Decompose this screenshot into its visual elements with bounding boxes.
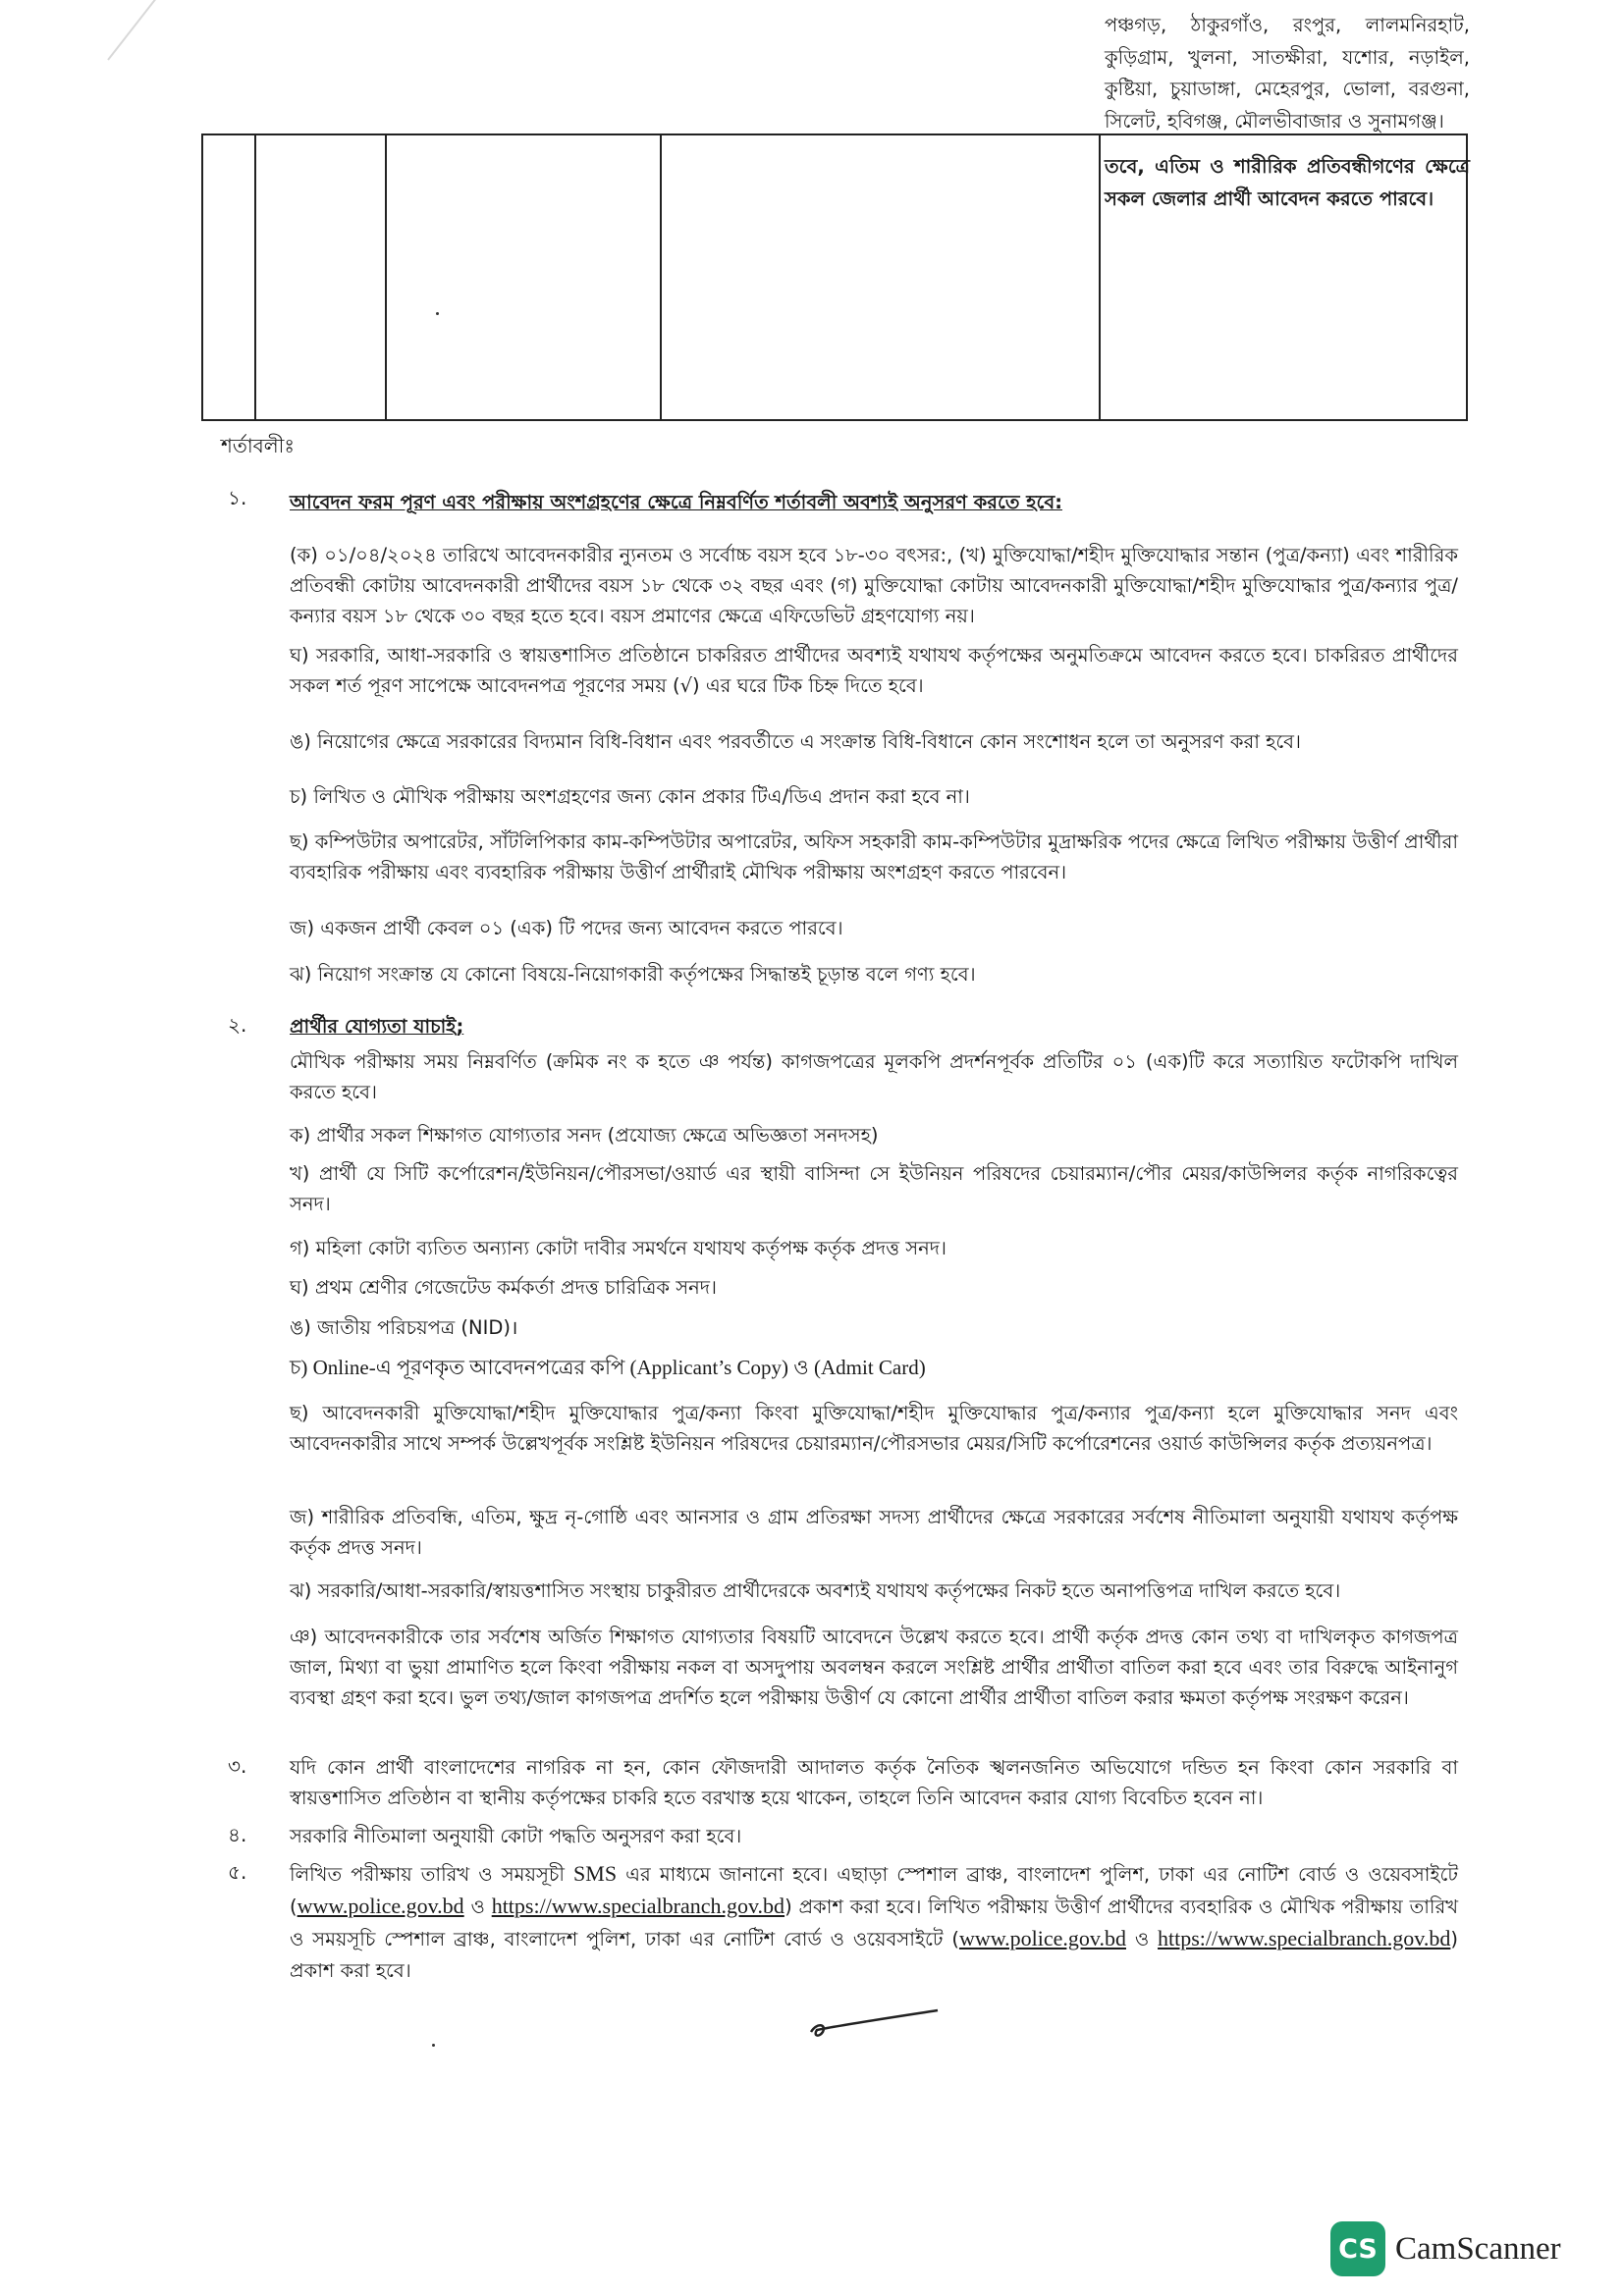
s1-item-uma: ঙ) নিয়োগের ক্ষেত্রে সরকারের বিদ্যমান বিধি-বিধান এবং পরবর্তীতে এ সংক্রান্ত বিধি-বিধানে কোন সংশোধন হলে তা অনুসরণ করা হবে। bbox=[290, 730, 1301, 753]
s2-item-ka-wrap bbox=[290, 1120, 1458, 1150]
s2-item-jha: ঝ) সরকারি/আধা-সরকারি/স্বায়ত্তশাসিত সংস্থায় চাকুরীরত প্রার্থীদেরকে অবশ্যই যথাযথ কর্তৃপক্ষের নিকট হতে অনাপত্তিপত্র দাখিল করতে হবে। bbox=[290, 1579, 1341, 1602]
s1-item-jha-wrap bbox=[290, 959, 1458, 989]
table-column-divider bbox=[660, 135, 662, 419]
section-2 bbox=[290, 1011, 1458, 1041]
s5-text-6: ) প্রকাশ করা হবে। bbox=[290, 1928, 1458, 1982]
s2-item-chha-wrap bbox=[290, 1398, 1458, 1459]
section-number: ৩. bbox=[228, 1754, 247, 1778]
s2-item-gha: ঘ) প্রথম শ্রেণীর গেজেটেড কর্মকর্তা প্রদত্ত চারিত্রিক সনদ। bbox=[290, 1276, 717, 1299]
table-column-divider bbox=[1099, 135, 1101, 419]
section-number: ১. bbox=[228, 486, 247, 509]
s1-item-ja-wrap bbox=[290, 913, 1458, 943]
s2-item-jha-wrap bbox=[290, 1575, 1458, 1606]
section-3 bbox=[290, 1752, 1458, 1813]
police-website-link[interactable]: www.police.gov.bd bbox=[297, 1894, 464, 1918]
s1-item-cha-wrap bbox=[290, 781, 1458, 812]
stray-dot bbox=[436, 312, 439, 315]
s2-intro-wrap bbox=[290, 1046, 1458, 1107]
sms-label: SMS bbox=[573, 1861, 618, 1886]
section-number: ৫. bbox=[228, 1860, 247, 1884]
s1-item-chha-wrap bbox=[290, 827, 1458, 887]
table-column-divider bbox=[385, 135, 387, 419]
section-4-text: সরকারি নীতিমালা অনুযায়ী কোটা পদ্ধতি অনুসরণ করা হবে। bbox=[290, 1825, 742, 1847]
s2-item-ga: গ) মহিলা কোটা ব্যতিত অন্যান্য কোটা দাবীর সমর্থনে যথাযথ কর্তৃপক্ষ কর্তৃক প্রদত্ত সনদ। bbox=[290, 1237, 947, 1259]
section-3-text: যদি কোন প্রার্থী বাংলাদেশের নাগরিক না হন, কোন ফৌজদারী আদালত কর্তৃক নৈতিক স্খলনজনিত অভিযোগে দন্ডিত হন কিংবা কোন সরকারি বা স্বায়ত্তশাসিত প্রতিষ্ঠান বা স্থানীয় কর্তৃপক্ষের চাকরি হতে বরখাস্ত হয়ে থাকেন, তাহলে তিনি আবেদন করার যোগ্য বিবেচিত হবেন না। bbox=[290, 1756, 1458, 1809]
s5-text-4: ) প্রকাশ করা হবে। লিখিত পরীক্ষায় উত্তীর্ণ প্রার্থীদের ব্যবহারিক ও মৌখিক পরীক্ষায় তারিখ ও সময়সূচি স্পেশাল ব্রাঞ্চ, বাংলাদেশ পুলিশ, ঢাকা এর নোটিশ বোর্ড ও ওয়েবসাইটে ( bbox=[290, 1896, 1459, 1950]
s5-text-5: ও bbox=[1126, 1928, 1159, 1950]
camscanner-text: CamScanner bbox=[1395, 2230, 1561, 2267]
s5-text-1: লিখিত পরীক্ষায় তারিখ ও সময়সূচী bbox=[290, 1863, 574, 1886]
s1-item-gha-wrap bbox=[290, 640, 1458, 701]
s2-item-nya: ঞ) আবেদনকারীকে তার সর্বশেষ অর্জিত শিক্ষাগত যোগ্যতার বিষয়টি আবেদনে উল্লেখ করতে হবে। প্রার্থী কর্তৃক প্রদত্ত কোন তথ্য বা দাখিলকৃত কাগজপত্র জাল, মিথ্যা বা ভুয়া প্রামাণিত হলে কিংবা পরীক্ষায় নকল বা অসদুপায় অবলম্বন করলে সংশ্লিষ্ট প্রার্থীর প্রার্থীতা বাতিল করা হবে এবং তার বিরুদ্ধে আইনানুগ ব্যবস্থা গ্রহণ করা হবে। ভুল তথ্য/জাল কাগজপত্র প্রদর্শিত হলে পরীক্ষায় উত্তীর্ণ যে কোনো প্রার্থীর প্রার্থীতা বাতিল করার ক্ষমতা কর্তৃপক্ষ সংরক্ষণ করেন। bbox=[290, 1626, 1458, 1709]
s1-item-chha: ছ) কম্পিউটার অপারেটর, সাঁটলিপিকার কাম-কম্পিউটার অপারেটর, অফিস সহকারী কাম-কম্পিউটার মুদ্রাক্ষরিক পদের ক্ষেত্রে লিখিত পরীক্ষায় উত্তীর্ণ প্রার্থীরা ব্যবহারিক পরীক্ষায় এবং ব্যবহারিক পরীক্ষায় উত্তীর্ণ প্রার্থীরাই মৌখিক পরীক্ষায় অংশগ্রহণ করতে পারবেন। bbox=[290, 830, 1458, 883]
s2-item-nya-wrap bbox=[290, 1622, 1458, 1713]
section-2-title: প্রার্থীর যোগ্যতা যাচাই; bbox=[290, 1015, 464, 1038]
s2-item-kha: খ) প্রার্থী যে সিটি কর্পোরেশন/ইউনিয়ন/পৌরসভা/ওয়ার্ড এর স্থায়ী বাসিন্দা সে ইউনিয়ন পরিষদের চেয়ারম্যান/পৌর মেয়র/কাউন্সিলর কর্তৃক নাগরিকত্বের সনদ। bbox=[290, 1162, 1458, 1215]
s1-item-cha: চ) লিখিত ও মৌখিক পরীক্ষায় অংশগ্রহণের জন্য কোন প্রকার টিএ/ডিএ প্রদান করা হবে না। bbox=[290, 785, 970, 808]
section-number: ২. bbox=[228, 1013, 247, 1037]
conditions-heading: শর্তাবলীঃ bbox=[221, 434, 296, 457]
s2-item-kha-wrap bbox=[290, 1158, 1458, 1219]
s2-item-cha-wrap bbox=[290, 1353, 1458, 1383]
s2-intro: মৌখিক পরীক্ষায় সময় নিম্নবর্ণিত (ক্রমিক নং ক হতে ঞ পর্যন্ত) কাগজপত্রের মূলকপি প্রদর্শনপূর্বক প্রতিটির ০১ (এক)টি করে সত্যায়িত ফটোকপি দাখিল করতে হবে। bbox=[290, 1050, 1458, 1103]
s2-item-uma-wrap bbox=[290, 1312, 1458, 1343]
s1-item-jha: ঝ) নিয়োগ সংক্রান্ত যে কোনো বিষয়ে-নিয়োগকারী কর্তৃপক্ষের সিদ্ধান্তই চূড়ান্ত বলে গণ্য হবে। bbox=[290, 963, 976, 986]
s2-item-ka: ক) প্রার্থীর সকল শিক্ষাগত যোগ্যতার সনদ (প্রযোজ্য ক্ষেত্রে অভিজ্ঞতা সনদসহ) bbox=[290, 1124, 879, 1147]
specialbranch-website-link[interactable]: https://www.specialbranch.gov.bd bbox=[491, 1894, 785, 1918]
s2-item-ja: জ) শারীরিক প্রতিবন্ধি, এতিম, ক্ষুদ্র নৃ-গোষ্ঠি এবং আনসার ও গ্রাম প্রতিরক্ষা সদস্য প্রার্থীদের ক্ষেত্রে সরকারের সর্বশেষ নীতিমালা অনুযায়ী যথাযথ কর্তৃপক্ষ কর্তৃক প্রদত্ত সনদ। bbox=[290, 1506, 1458, 1559]
table-column-divider bbox=[254, 135, 256, 419]
stray-dot bbox=[432, 2044, 435, 2047]
police-website-link[interactable]: www.police.gov.bd bbox=[958, 1926, 1126, 1950]
camscanner-watermark bbox=[1330, 2221, 1561, 2276]
s2-item-gha-wrap bbox=[290, 1272, 1458, 1303]
section-1 bbox=[290, 487, 1458, 517]
orphan-note: তবে, এতিম ও শারীরিক প্রতিবন্ধীগণের ক্ষেত্রে সকল জেলার প্রার্থী আবেদন করতে পারবে। bbox=[1105, 155, 1470, 210]
s5-text-2: এর মাধ্যমে জানানো হবে। এছাড়া স্পেশাল ব্রাঞ্চ, বাংলাদেশ পুলিশ, ঢাকা এর নোটিশ বোর্ড ও ওয়েবসাইটে ( bbox=[290, 1863, 1458, 1918]
section-4 bbox=[290, 1821, 1458, 1851]
s1-item-ja: জ) একজন প্রার্থী কেবল ০১ (এক) টি পদের জন্য আবেদন করতে পারবে। bbox=[290, 917, 843, 939]
section-1-items bbox=[290, 540, 1458, 631]
section-1-title: আবেদন ফরম পূরণ এবং পরীক্ষায় অংশগ্রহণের ক্ষেত্রে নিম্নবর্ণিত শর্তাবলী অবশ্যই অনুসরণ করতে হবে: bbox=[290, 491, 1063, 513]
s2-item-ja-wrap bbox=[290, 1502, 1458, 1563]
s2-item-ga-wrap bbox=[290, 1233, 1458, 1263]
s2-item-chha: ছ) আবেদনকারী মুক্তিযোদ্ধা/শহীদ মুক্তিযোদ্ধার পুত্র/কন্যা কিংবা মুক্তিযোদ্ধা/শহীদ মুক্তিযোদ্ধার পুত্র/কন্যার পুত্র/কন্যা হলে মুক্তিযোদ্ধার সনদ এবং আবেদনকারীর সাথে সম্পর্ক উল্লেখপূর্বক সংশ্লিষ্ট ইউনিয়ন পরিষদের চেয়ারম্যান/পৌরসভার মেয়র/সিটি কর্পোরেশনের ওয়ার্ড কাউন্সিলর কর্তৃক প্রত্যয়নপত্র। bbox=[290, 1402, 1458, 1455]
s1-item-uma-wrap bbox=[290, 726, 1458, 757]
specialbranch-website-link[interactable]: https://www.specialbranch.gov.bd bbox=[1158, 1926, 1451, 1950]
camscanner-logo-icon: CS bbox=[1330, 2221, 1385, 2276]
s5-text-3: ও bbox=[463, 1896, 492, 1918]
districts-text: পঞ্চগড়, ঠাকুরগাঁও, রংপুর, লালমনিরহাট, কুড়িগ্রাম, খুলনা, সাতক্ষীরা, যশোর, নড়াইল, কুষ্টিয়া, চুয়াডাঙ্গা, মেহেরপুর, ভোলা, বরগুনা, সিলেট, হবিগঞ্জ, মৌলভীবাজার ও সুনামগঞ্জ। bbox=[1105, 14, 1470, 133]
districts-cell bbox=[1105, 10, 1470, 215]
section-5-text bbox=[290, 1858, 1458, 1987]
signature-mark bbox=[805, 2002, 943, 2042]
s1-item-ka: (ক) ০১/০৪/২০২৪ তারিখে আবেদনকারীর ন্যুনতম ও সর্বোচ্চ বয়স হবে ১৮-৩০ বৎসর:, (খ) মুক্তিযোদ্ধা/শহীদ মুক্তিযোদ্ধার সন্তান (পুত্র/কন্যা) এবং শারীরিক প্রতিবন্ধী কোটায় আবেদনকারী প্রার্থীদের বয়স ১৮ থেকে ৩২ বছর এবং (গ) মুক্তিযোদ্ধা কোটায় আবেদনকারী মুক্তিযোদ্ধা/শহীদ মুক্তিযোদ্ধার পুত্র/কন্যার পুত্র/কন্যার বয়স ১৮ থেকে ৩০ বছর হতে হবে। বয়স প্রমাণের ক্ষেত্রে এফিডেভিট গ্রহণযোগ্য নয়। bbox=[290, 544, 1458, 627]
s2-item-uma: ঙ) জাতীয় পরিচয়পত্র (NID)। bbox=[290, 1316, 518, 1339]
s1-item-gha: ঘ) সরকারি, আধা-সরকারি ও স্বায়ত্তশাসিত প্রতিষ্ঠানে চাকরিরত প্রার্থীদের অবশ্যই যথাযথ কর্তৃপক্ষের অনুমতিক্রমে আবেদন করতে হবে। চাকরিরত প্রার্থীদের সকল শর্ত পূরণ সাপেক্ষে আবেদনপত্র পূরণের সময় (√) এর ঘরে টিক চিহ্ন দিতে হবে। bbox=[290, 644, 1458, 697]
section-number: ৪. bbox=[228, 1823, 247, 1846]
s2-item-cha: চ) Online-এ পূরণকৃত আবেদনপত্রের কপি (Applicant’s Copy) ও (Admit Card) bbox=[290, 1356, 926, 1379]
paper-fold-mark bbox=[107, 0, 188, 61]
section-5 bbox=[290, 1858, 1458, 1987]
